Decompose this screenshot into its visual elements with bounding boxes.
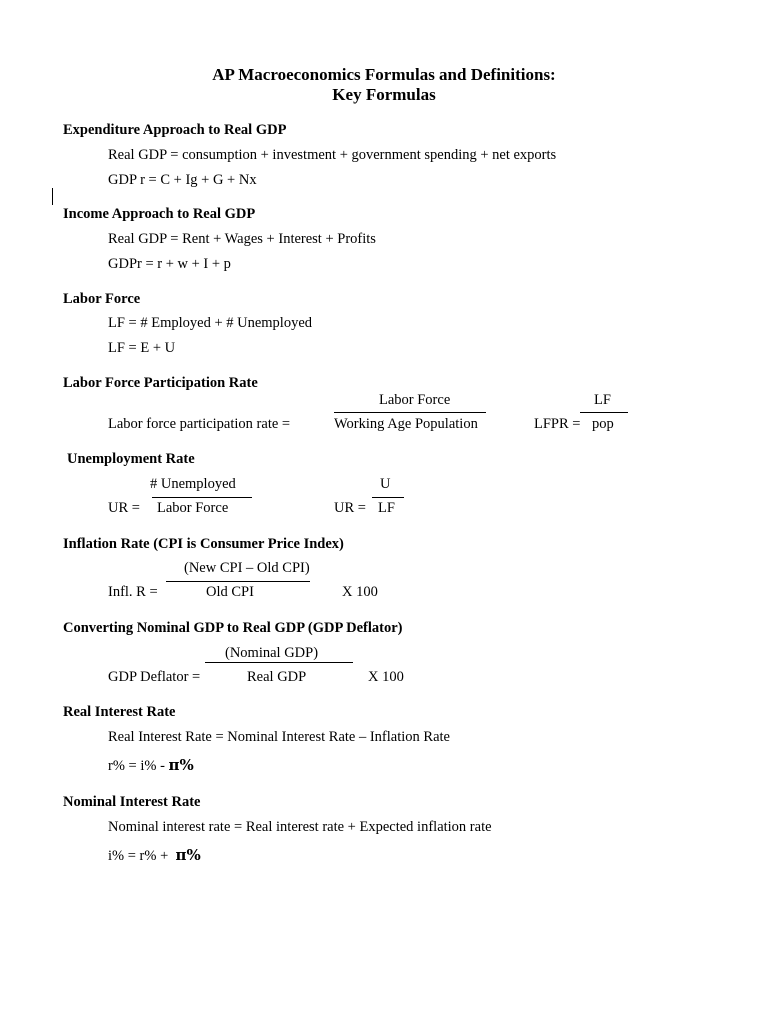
lfpr-fraction-bar [334,412,486,413]
nominal-interest-heading: Nominal Interest Rate [63,794,201,810]
labor-force-heading: Labor Force [63,291,141,307]
ur-short-numerator: U [380,476,391,492]
real-interest-formula-words: Real Interest Rate = Nominal Interest Rate – Inflation Rate [108,729,450,745]
ur-numerator: # Unemployed [150,476,236,492]
deflator-multiplier: X 100 [368,669,404,685]
lfpr-denominator: Working Age Population [334,416,478,432]
nominal-interest-formula-symbols [108,847,201,864]
nominal-interest-formula-prefix: i% = r% + [108,848,169,864]
ur-short-fraction-bar [372,497,404,498]
real-interest-heading: Real Interest Rate [63,704,176,720]
inflation-numerator: (New CPI – Old CPI) [184,560,310,576]
unemployment-heading: Unemployment Rate [67,451,195,467]
nominal-interest-formula-words: Nominal interest rate = Real interest rate + Expected inflation rate [108,819,492,835]
ur-short-label: UR = [334,500,366,516]
lfpr-heading: Labor Force Participation Rate [63,375,258,391]
page-subtitle: Key Formulas [332,85,436,104]
page-title: AP Macroeconomics Formulas and Definitions: [212,65,556,84]
labor-force-formula-words: LF = # Employed + # Unemployed [108,315,313,331]
lfpr-short-numerator: LF [594,392,611,408]
labor-force-formula-symbols: LF = E + U [108,340,176,356]
expenditure-formula-symbols: GDP r = C + Ig + G + Nx [108,172,257,188]
income-formula-words: Real GDP = Rent + Wages + Interest + Profits [108,231,376,247]
deflator-denominator: Real GDP [247,669,307,685]
ur-fraction-bar [152,497,252,498]
real-interest-formula-symbols [108,757,194,774]
inflation-heading: Inflation Rate (CPI is Consumer Price Index) [63,536,344,552]
income-formula-symbols: GDPr = r + w + I + p [108,256,231,272]
ur-short-denominator: LF [378,500,395,516]
deflator-numerator: (Nominal GDP) [225,645,319,661]
deflator-label: GDP Deflator = [108,669,201,685]
deflator-heading: Converting Nominal GDP to Real GDP (GDP Deflator) [63,620,403,636]
text-cursor [52,188,53,205]
inflation-multiplier: X 100 [342,584,378,600]
lfpr-short-fraction-bar [580,412,628,413]
inflation-denominator: Old CPI [206,584,254,600]
expenditure-heading: Expenditure Approach to Real GDP [63,122,287,138]
lfpr-short-label: LFPR = [534,416,581,432]
lfpr-short-denominator: pop [592,416,614,432]
deflator-fraction-bar [205,662,353,663]
inflation-fraction-bar [166,581,310,582]
pi-percent-symbol: π% [168,756,194,774]
income-heading: Income Approach to Real GDP [63,206,256,222]
expenditure-formula-words: Real GDP = consumption + investment + government spending + net exports [108,147,557,163]
lfpr-label: Labor force participation rate = [108,416,291,432]
ur-denominator: Labor Force [157,500,229,516]
ur-label: UR = [108,500,140,516]
inflation-label: Infl. R = [108,584,158,600]
real-interest-formula-prefix: r% = i% - [108,758,165,774]
pi-percent-symbol: π% [175,846,201,864]
lfpr-numerator: Labor Force [379,392,451,408]
